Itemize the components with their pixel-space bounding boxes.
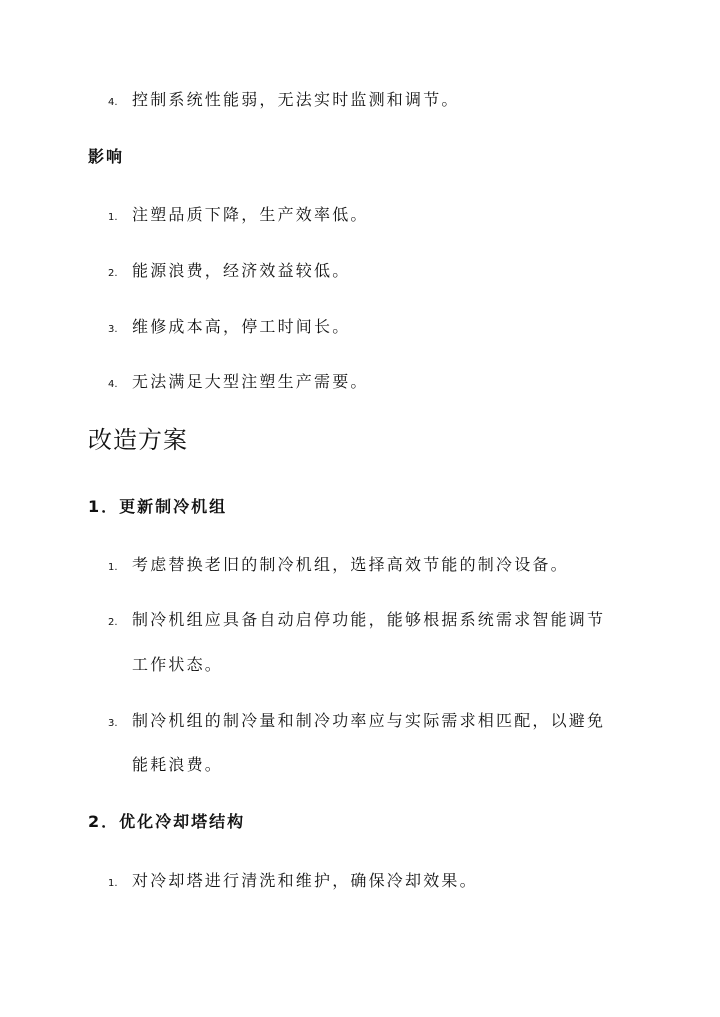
list-text: 能源浪费，经济效益较低。 bbox=[132, 261, 351, 280]
list-number: 3. bbox=[108, 324, 118, 335]
list-text: 对冷却塔进行清洗和维护，确保冷却效果。 bbox=[132, 871, 478, 890]
section-heading-impact: 影响 bbox=[88, 147, 125, 166]
list-text-continuation: 能耗浪费。 bbox=[132, 755, 224, 774]
list-number: 2. bbox=[108, 268, 118, 279]
list-number: 2. bbox=[108, 617, 118, 628]
list-number: 1. bbox=[108, 878, 118, 889]
list-number: 4. bbox=[108, 379, 118, 390]
list-text-continuation: 工作状态。 bbox=[132, 655, 224, 674]
list-number: 1. bbox=[108, 562, 118, 573]
list-text: 考虑替换老旧的制冷机组，选择高效节能的制冷设备。 bbox=[132, 555, 569, 574]
section-title-plan: 改造方案 bbox=[88, 426, 188, 454]
subsection-heading-chiller: 1．更新制冷机组 bbox=[88, 497, 228, 516]
list-text: 维修成本高，停工时间长。 bbox=[132, 317, 351, 336]
list-number: 3. bbox=[108, 718, 118, 729]
list-text: 制冷机组应具备自动启停功能，能够根据系统需求智能调节 bbox=[132, 610, 606, 629]
list-text: 控制系统性能弱，无法实时监测和调节。 bbox=[132, 90, 460, 109]
list-number: 1. bbox=[108, 212, 118, 223]
list-text: 注塑品质下降，生产效率低。 bbox=[132, 205, 369, 224]
list-number: 4. bbox=[108, 97, 118, 108]
list-text: 制冷机组的制冷量和制冷功率应与实际需求相匹配，以避免 bbox=[132, 711, 606, 730]
subsection-heading-cooling-tower: 2．优化冷却塔结构 bbox=[88, 812, 246, 831]
list-text: 无法满足大型注塑生产需要。 bbox=[132, 372, 369, 391]
